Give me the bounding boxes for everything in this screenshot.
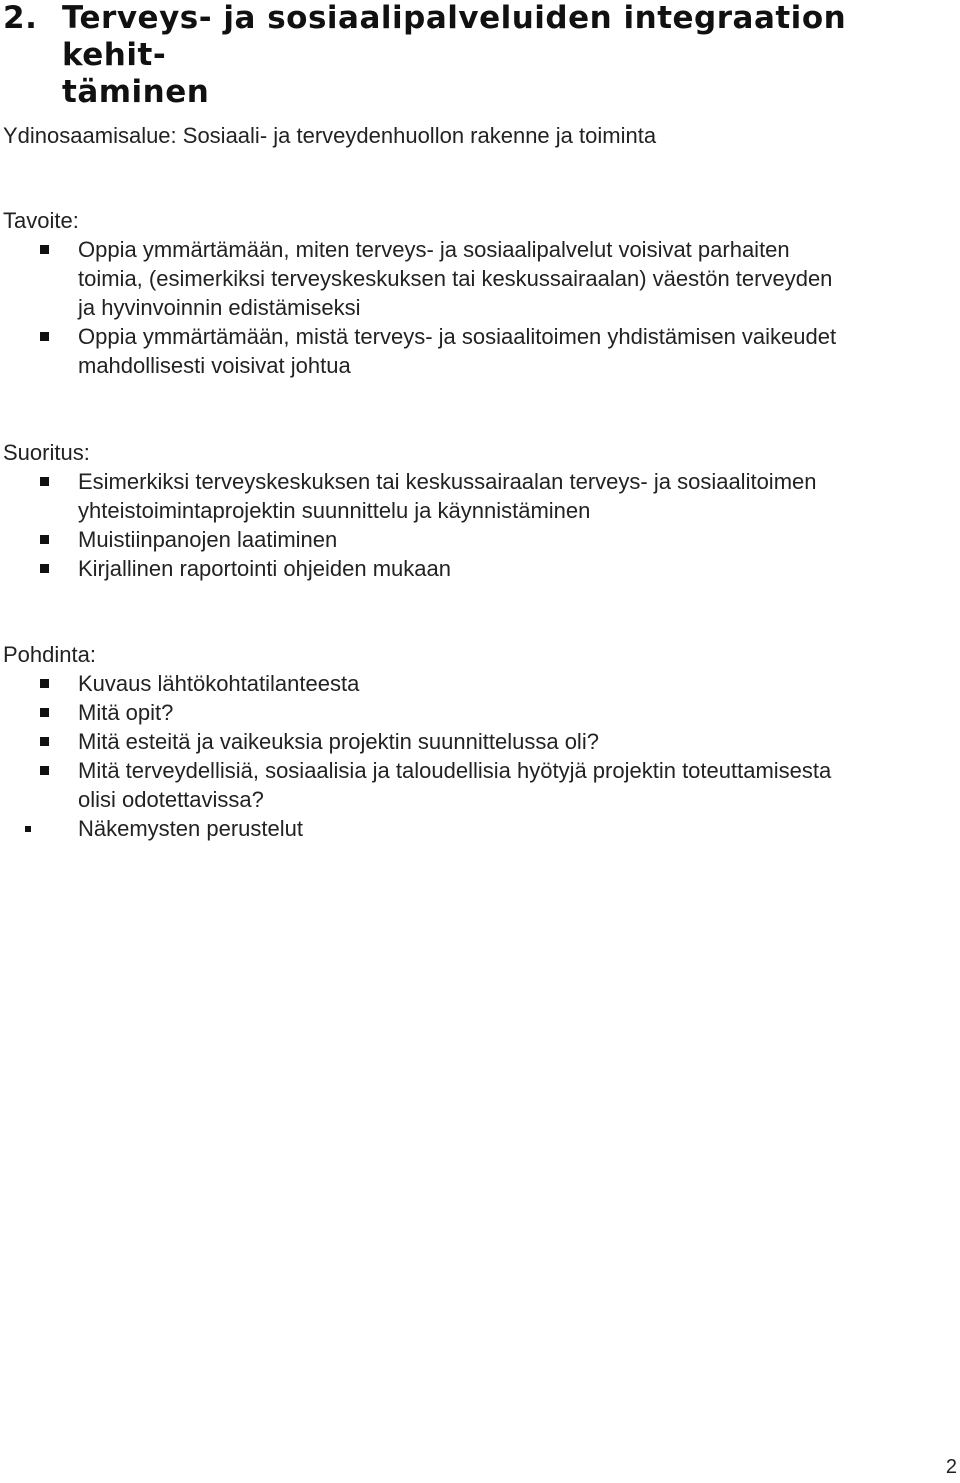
- page-number: 2: [945, 1456, 957, 1478]
- heading-title-line-1: Terveys- ja sosiaalipalveluiden integraation kehit-: [62, 0, 847, 73]
- list-item-line: olisi odotettavissa?: [78, 787, 264, 812]
- square-bullet-icon: [40, 535, 49, 544]
- square-bullet-icon: [40, 766, 49, 775]
- heading-title: [62, 0, 942, 111]
- list-item-line: Mitä opit?: [78, 700, 174, 725]
- list-item: [0, 322, 960, 380]
- list-item-line: Muistiinpanojen laatiminen: [78, 527, 338, 552]
- list-item: [0, 235, 960, 322]
- list-item: [0, 467, 960, 525]
- heading-number: 2.: [3, 0, 38, 36]
- pohdinta-list: [0, 669, 960, 843]
- square-bullet-icon: [40, 679, 49, 688]
- list-item-line: Esimerkiksi terveyskeskuksen tai keskussairaalan terveys- ja sosiaalitoimen: [78, 469, 817, 494]
- section-label-tavoite: Tavoite:: [3, 208, 79, 233]
- square-bullet-icon: [40, 332, 49, 341]
- square-bullet-icon: [25, 826, 31, 832]
- square-bullet-icon: [40, 708, 49, 717]
- list-item-line: Mitä esteitä ja vaikeuksia projektin suunnittelussa oli?: [78, 729, 599, 754]
- list-item: [0, 814, 960, 843]
- list-item: [0, 554, 960, 583]
- list-item-line: mahdollisesti voisivat johtua: [78, 353, 351, 378]
- heading-title-line-2: täminen: [62, 74, 210, 110]
- tavoite-list: [0, 235, 960, 380]
- list-item: [0, 756, 960, 814]
- suoritus-list: [0, 467, 960, 583]
- list-item: [0, 525, 960, 554]
- list-item-line: yhteistoimintaprojektin suunnittelu ja käynnistäminen: [78, 498, 591, 523]
- list-item: [0, 669, 960, 698]
- list-item-line: Kuvaus lähtökohtatilanteesta: [78, 671, 360, 696]
- list-item-line: toimia, (esimerkiksi terveyskeskuksen tai keskussairaalan) väestön terveyden: [78, 266, 833, 291]
- core-competence-subtitle: Ydinosaamisalue: Sosiaali- ja terveydenhuollon rakenne ja toiminta: [3, 123, 657, 148]
- list-item-line: ja hyvinvoinnin edistämiseksi: [78, 295, 361, 320]
- list-item: [0, 698, 960, 727]
- section-label-pohdinta: Pohdinta:: [3, 642, 96, 667]
- list-item-line: Näkemysten perustelut: [78, 816, 303, 841]
- list-item-line: Kirjallinen raportointi ohjeiden mukaan: [78, 556, 452, 581]
- list-item-line: Oppia ymmärtämään, miten terveys- ja sosiaalipalvelut voisivat parhaiten: [78, 237, 790, 262]
- list-item-line: Mitä terveydellisiä, sosiaalisia ja taloudellisia hyötyjä projektin toteuttamisesta: [78, 758, 832, 783]
- square-bullet-icon: [40, 477, 49, 486]
- square-bullet-icon: [40, 737, 49, 746]
- square-bullet-icon: [40, 564, 49, 573]
- list-item: [0, 727, 960, 756]
- list-item-line: Oppia ymmärtämään, mistä terveys- ja sosiaalitoimen yhdistämisen vaikeudet: [78, 324, 837, 349]
- section-label-suoritus: Suoritus:: [3, 440, 90, 465]
- square-bullet-icon: [40, 245, 49, 254]
